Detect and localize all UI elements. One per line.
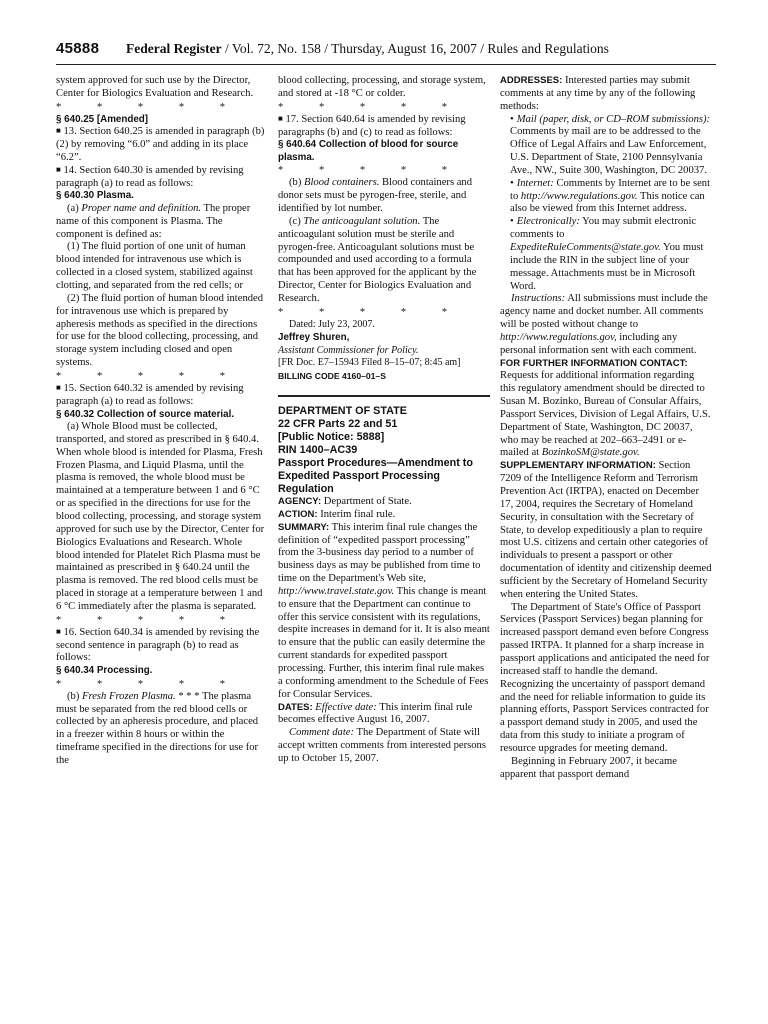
paragraph: (a) Whole Blood must be collected, transported, and stored as prescribed in § 640.4. When whole blood is intended for Plasma, Fresh Frozen Plasma, and Liquid Plasma, until the plasma is removed, the whole blood must be maintained at a temperature between 1 and 6 °C or as specified in the directions for use for the blood collecting, processing, and storage system approved for such use by the Director, Center for Biologics Evaluations and Research. Whole blood intended for Platelet Rich Plasma must be maintained as prescribed in § 640.24 until the plasma is removed. The red blood cells must be placed in storage at a temperature between 1 and 6 °C immediately after the plasma is separated.	[56, 421, 265, 612]
running-head	[126, 41, 609, 57]
dates-text: This interim final rule becomes effective August 16, 2007.	[278, 701, 473, 726]
paragraph: (1) The fluid portion of one unit of human blood intended for intravenous use which is collected in a closed system, stabilized against clotting, and separated from the red cells; or	[56, 241, 253, 291]
agency-text: Department of State.	[321, 496, 412, 508]
paragraph	[56, 203, 268, 242]
billing-code: BILLING CODE 4160–01–S	[278, 371, 386, 382]
comments-email-link[interactable]: ExpediteRuleComments@state.gov.	[510, 241, 661, 253]
action-label: ACTION:	[278, 508, 318, 520]
section-divider	[278, 395, 490, 397]
paragraph: Beginning in February 2007, it became apparent that passport demand	[500, 755, 677, 780]
summary-text-continued: This change is meant to ensure that the Department can continue to offer this service consistent with its regulations, despite increases in demand for it. It is also meant to ensure that the public can easily determine the current standards for expedited passport processing. Further, this interim final rule makes a conforming amendment to the Schedule of Fees for Consular Services.	[278, 585, 490, 700]
amendment-text: 13. Section 640.25 is amended in paragraph (b)(2) by removing “6.0” and adding in its place “6.2”.	[56, 126, 265, 163]
paragraph-text: Blood containers and donor sets must be pyrogen-free, sterile, and identified by lot number.	[278, 177, 473, 215]
section-heading: § 640.25 [Amended]	[56, 113, 149, 125]
cfr-parts: 22 CFR Parts 22 and 51	[278, 418, 398, 431]
summary-text: This interim final rule changes the definition of “expedited passport processing” from the 3-business day period to a number of business days as may be published from time to time on the Department's Web site,	[278, 521, 481, 585]
section-heading: § 640.30 Plasma.	[56, 190, 134, 202]
page-header	[56, 40, 716, 62]
instructions-label: Instructions:	[511, 293, 566, 305]
paragraph: (2) The fluid portion of human blood intended for intravenous use which is prepared by apheresis methods as specified in the directions for use for the blood collecting, processing, and storage system including closed and open systems.	[56, 292, 264, 369]
paragraph-lead: (c)	[289, 215, 304, 227]
contact-paragraph	[500, 358, 712, 461]
public-notice: [Public Notice: 5888]	[278, 431, 385, 444]
comment-date-paragraph	[278, 727, 490, 766]
contact-text: Requests for additional information regarding this regulatory amendment should be directed to Susan M. Bozinko, Bureau of Consular Affairs, Passport Services, Division of Legal Affairs, U.S. Department of State, Washington, DC 20037, who may be reached at 202–663–2491 or e-mailed at	[500, 370, 711, 459]
amendment-item	[56, 165, 268, 191]
summary-paragraph	[278, 522, 490, 702]
regulations-link[interactable]: http://www.regulations.gov.	[520, 190, 638, 202]
paragraph-italic: Blood containers.	[304, 177, 380, 189]
paragraph: The Department of State's Office of Passport Services (Passport Services) began planning for increased passport demand even before Congress passed IRTPA. It planned for a sharp increase in passport applications and anticipated the need for increased staff to handle the demand. Recognizing the uncertainty of passport demand and the need for reliable information to guide its planning efforts, Passport Services contracted for a passport demand study in 2005, and used the data from this study to initiate a program of resource upgrades for meeting demand.	[500, 601, 710, 754]
stars-separator: * * * * *	[56, 370, 242, 382]
supplementary-paragraph	[500, 460, 712, 601]
agency-line	[278, 496, 490, 509]
square-bullet-icon: ■	[56, 126, 61, 136]
paragraph-text: The anticoagulant solution must be sterile and pyrogen-free. Anticoagulant solutions must be compounded and used according to a formula that has been approved for the applicant by the Director, Center for Biologics Evaluation and Research.	[278, 215, 477, 304]
header-rule	[56, 64, 716, 65]
regulations-link-2[interactable]: http://www.regulations.gov,	[500, 331, 617, 343]
journal-name: Federal Register	[126, 41, 222, 56]
summary-label: SUMMARY:	[278, 521, 330, 533]
square-bullet-icon: ■	[56, 626, 61, 636]
paragraph: blood collecting, processing, and storage system, and stored at -18 °C or colder.	[278, 75, 486, 99]
stars-separator: * * * * *	[278, 101, 464, 113]
mail-label: Mail (paper, disk, or CD–ROM submissions):	[516, 113, 711, 125]
dates-label: DATES:	[278, 701, 313, 713]
signer-name: Jeffrey Shuren,	[278, 331, 350, 343]
bullet-icon: •	[510, 177, 514, 189]
list-item	[500, 114, 712, 178]
effective-date-label: Effective date:	[312, 701, 377, 713]
square-bullet-icon: ■	[56, 382, 61, 392]
contact-label: FOR FURTHER INFORMATION CONTACT:	[500, 357, 688, 369]
paragraph: system approved for such use by the Director, Center for Biologics Evaluation and Research.	[56, 75, 254, 99]
comment-date-label: Comment date:	[289, 727, 355, 739]
addresses-text: Interested parties may submit comments at any time by any of the following methods:	[500, 75, 696, 112]
column-3	[500, 75, 712, 781]
paragraph-italic: Fresh Frozen Plasma.	[82, 690, 176, 702]
amendment-item	[56, 627, 268, 666]
stars-separator: * * * * *	[56, 678, 242, 690]
internet-text-continued: This notice can also be viewed from this Internet address.	[510, 190, 705, 215]
rin-number: RIN 1400–AC39	[278, 444, 358, 457]
paragraph-italic: The anticoagulant solution.	[303, 215, 421, 227]
amendment-text: 15. Section 640.32 is amended by revising paragraph (a) to read as follows:	[56, 382, 244, 407]
list-item	[500, 216, 712, 293]
paragraph	[278, 177, 490, 216]
paragraph	[278, 216, 490, 306]
action-line	[278, 509, 490, 522]
amendment-item	[56, 126, 268, 165]
mail-text: Comments by mail are to be addressed to the Office of Legal Affairs and Law Enforcement, U.S. Department of State, 2100 Pennsylvania Ave., NW., Suite 300, Washington, DC 20037.	[510, 126, 707, 176]
dated-line: Dated: July 23, 2007.	[289, 318, 375, 330]
addresses-paragraph	[500, 75, 712, 114]
summary-url: http://www.travel.state.gov.	[278, 585, 395, 597]
paragraph-text: * * * The plasma must be separated from the red blood cells or collected by an apheresis procedure, and placed in a freezer within 8 hours or within the timeframe specified in the directions for use for the	[56, 690, 259, 766]
electronic-text-continued: You must include the RIN in the subject line of your message. Attachments must be in Microsoft Word.	[510, 241, 704, 292]
internet-label: Internet:	[516, 177, 554, 189]
instructions-text-continued: including any personal information sent with each comment.	[500, 331, 697, 356]
square-bullet-icon: ■	[56, 164, 61, 174]
electronic-text: You may submit electronic comments to	[510, 216, 697, 241]
paragraph-lead: (b)	[289, 177, 305, 189]
issue-info: / Vol. 72, No. 158 / Thursday, August 16, 2007 / Rules and Regulations	[221, 41, 609, 56]
contact-email-link[interactable]: BozinkoSM@state.gov.	[541, 447, 640, 459]
bullet-icon: •	[510, 216, 514, 228]
paragraph-lead: (b)	[67, 690, 83, 702]
action-text: Interim final rule.	[317, 508, 396, 520]
section-heading: § 640.32 Collection of source material.	[56, 408, 235, 420]
internet-text: Comments by Internet are to be sent to	[510, 177, 711, 202]
amendment-item	[56, 383, 268, 409]
department-heading: DEPARTMENT OF STATE	[278, 405, 407, 418]
bullet-icon: •	[510, 113, 514, 125]
agency-label: AGENCY:	[278, 496, 322, 508]
amendment-item	[278, 114, 490, 140]
page-number: 45888	[56, 40, 100, 57]
electronic-label: Electronically:	[516, 216, 580, 228]
instructions-paragraph	[500, 293, 712, 357]
amendment-text: 17. Section 640.64 is amended by revising paragraphs (b) and (c) to read as follows:	[278, 113, 466, 138]
stars-separator: * * * * *	[56, 614, 242, 626]
paragraph-lead: (a)	[67, 202, 82, 214]
stars-separator: * * * * *	[278, 306, 464, 318]
dates-paragraph	[278, 702, 490, 728]
section-heading: § 640.34 Processing.	[56, 665, 153, 677]
fr-doc-line: [FR Doc. E7–15943 Filed 8–15–07; 8:45 am]	[278, 357, 461, 369]
comment-date-text: The Department of State will accept written comments from interested persons up to October 15, 2007.	[278, 727, 486, 764]
instructions-text: All submissions must include the agency name and docket number. All comments will be posted without change to	[500, 293, 708, 331]
stars-separator: * * * * *	[56, 101, 242, 113]
column-2	[278, 75, 490, 766]
amendment-text: 16. Section 640.34 is amended by revising the second sentence in paragraph (b) to read as follows:	[56, 626, 260, 664]
supplementary-label: SUPPLEMENTARY INFORMATION:	[500, 460, 656, 472]
paragraph	[56, 691, 268, 768]
supplementary-text: Section 7209 of the Intelligence Reform and Terrorism Prevention Act (IRTPA), enacted on December 17, 2004, requires the Secretary of Homeland Security, in consultation with the Secretary of State, to develop expeditiously a plan to require most U.S. citizens and certain other categories of individuals to present a passport or other documentation of identity and citizenship deemed sufficient by the Secretary of Homeland Security when entering the United States.	[500, 460, 712, 600]
paragraph-italic: Proper name and definition.	[81, 202, 202, 214]
amendment-text: 14. Section 640.30 is amended by revising paragraph (a) to read as follows:	[56, 164, 244, 189]
section-heading: § 640.64 Collection of blood for source plasma.	[278, 139, 459, 163]
list-item	[500, 178, 712, 217]
addresses-label: ADDRESSES:	[500, 75, 563, 86]
square-bullet-icon: ■	[278, 113, 283, 123]
signer-title: Assistant Commissioner for Policy.	[278, 344, 419, 356]
column-1	[56, 75, 268, 768]
stars-separator: * * * * *	[278, 165, 464, 177]
rule-title: Passport Procedures—Amendment to Expedited Passport Processing Regulation	[278, 457, 473, 496]
paragraph-text: The proper name of this component is Plasma. The component is defined as:	[56, 202, 251, 240]
